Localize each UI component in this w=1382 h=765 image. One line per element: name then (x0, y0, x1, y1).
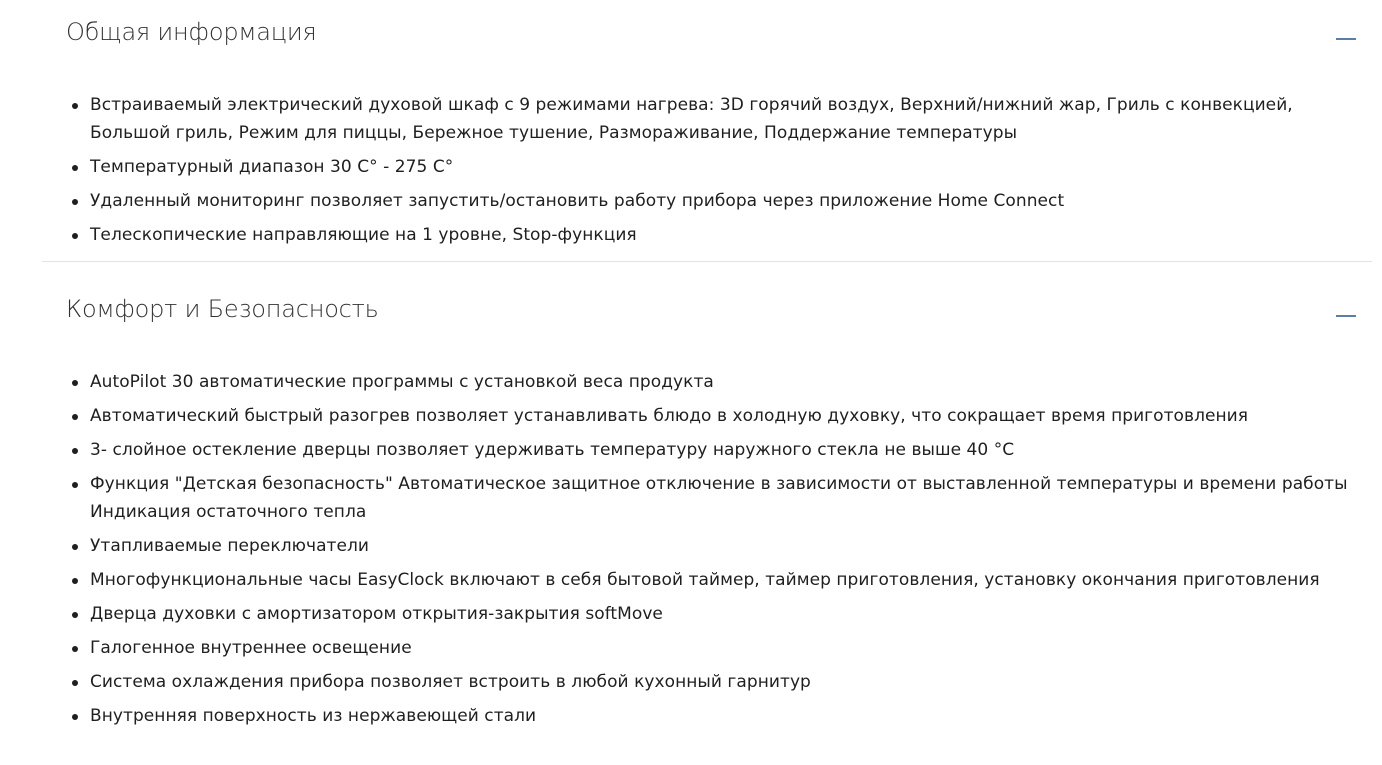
bullet-icon (72, 544, 78, 550)
list-item-text: Температурный диапазон 30 C° - 275 C° (90, 157, 454, 177)
section-general-info (42, 0, 1372, 245)
list-item (42, 368, 1352, 396)
feature-list (42, 91, 1352, 255)
section-header-general-info[interactable] (42, 0, 1372, 46)
list-item (42, 187, 1352, 215)
section-divider (42, 261, 1372, 262)
list-item-text: Система охлаждения прибора позволяет встроить в любой кухонный гарнитур (90, 672, 811, 692)
bullet-icon (72, 199, 78, 205)
list-item-text: Встраиваемый электрический духовой шкаф с 9 режимами нагрева: 3D горячий воздух, Верхний/нижний жар, Гриль с конвекцией, Большой гриль, Режим для пиццы, Бережное тушение, Размораживание, Поддержание температуры (90, 95, 1293, 143)
collapse-minus-icon[interactable] (1336, 315, 1356, 317)
bullet-icon (72, 380, 78, 386)
list-item (42, 153, 1352, 181)
bullet-icon (72, 414, 78, 420)
list-item-text: Автоматический быстрый разогрев позволяет устанавливать блюдо в холодную духовку, что сокращает время приготовления (90, 406, 1249, 426)
list-item-text: Функция "Детская безопасность" Автоматическое защитное отключение в зависимости от выставленной температуры и времени работы Индикация остаточного тепла (90, 474, 1348, 522)
list-item-text: Дверца духовки с амортизатором открытия-закрытия softMove (90, 604, 663, 624)
list-item-text: 3- слойное остекление дверцы позволяет удерживать температуру наружного стекла не выше 40 °C (90, 440, 1015, 460)
list-item-text: Телескопические направляющие на 1 уровне, Stop-функция (90, 225, 637, 245)
list-item-text: Галогенное внутреннее освещение (90, 638, 412, 658)
list-item (42, 221, 1352, 249)
bullet-icon (72, 233, 78, 239)
bullet-icon (72, 448, 78, 454)
list-item (42, 668, 1352, 696)
list-item-text: Внутренняя поверхность из нержавеющей стали (90, 706, 537, 726)
list-item (42, 702, 1352, 730)
bullet-icon (72, 646, 78, 652)
list-item (42, 634, 1352, 662)
list-item (42, 470, 1352, 526)
list-item (42, 600, 1352, 628)
list-item (42, 436, 1352, 464)
list-item-text: Утапливаемые переключатели (90, 536, 370, 556)
bullet-icon (72, 578, 78, 584)
collapse-minus-icon[interactable] (1336, 38, 1356, 40)
section-title: Общая информация (66, 18, 317, 46)
list-item (42, 91, 1352, 147)
bullet-icon (72, 680, 78, 686)
list-item (42, 566, 1352, 594)
list-item (42, 532, 1352, 560)
section-title: Комфорт и Безопасность (66, 295, 379, 323)
bullet-icon (72, 612, 78, 618)
bullet-icon (72, 165, 78, 171)
feature-list (42, 368, 1352, 736)
bullet-icon (72, 103, 78, 109)
section-header-comfort-safety[interactable] (42, 277, 1372, 323)
list-item-text: Многофункциональные часы EasyClock включают в себя бытовой таймер, таймер приготовления, установку окончания приготовления (90, 570, 1320, 590)
list-item (42, 402, 1352, 430)
section-comfort-safety (42, 277, 1372, 726)
bullet-icon (72, 714, 78, 720)
list-item-text: Удаленный мониторинг позволяет запустить/остановить работу прибора через приложение Home Connect (90, 191, 1065, 211)
bullet-icon (72, 482, 78, 488)
list-item-text: AutoPilot 30 автоматические программы с установкой веса продукта (90, 372, 714, 392)
